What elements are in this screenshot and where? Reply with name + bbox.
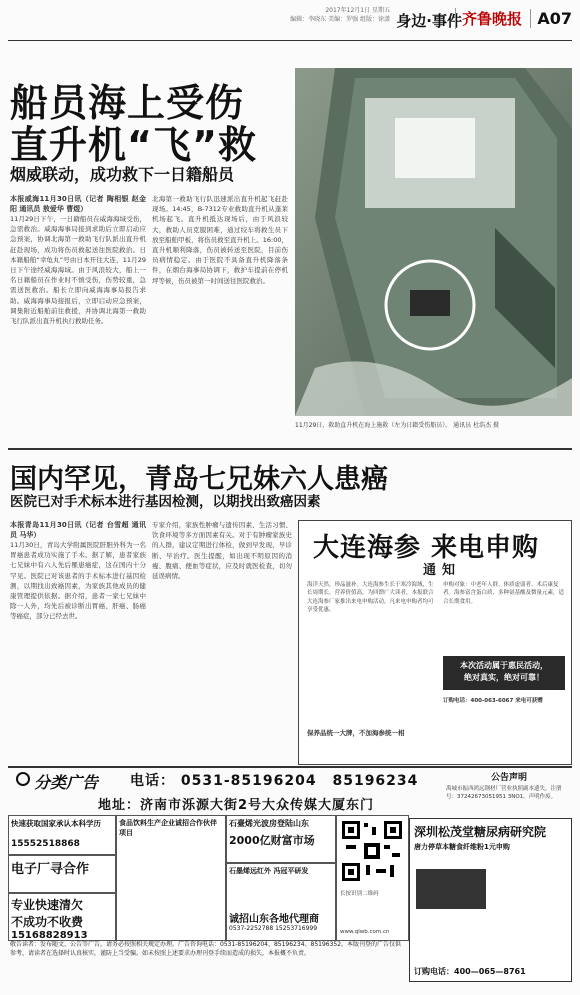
ad-body-right: 申购对象：中老年人群、体质虚弱者、术后康复者。海参富含蛋白质、多种氨基酸及微量元素，适合长期食用。 xyxy=(443,582,565,605)
story2-body-1: 11月30日，青岛大学附属医院肝胆外科为一名胃癌患者成功实施了手术。据了解，患者家族七兄妹中有六人先后罹患癌症，这在国内十分罕见。医院已对该患者的手术标本进行基因检测，以期找出致癌因素，为家族其他成员的健康管理提供依据。据介绍，患者一家七兄妹中除一人外，均先后被诊断出胃癌、肝癌、肠癌等癌症，部分已经去世。 xyxy=(10,541,146,621)
rescue-helicopter-photo xyxy=(295,68,572,416)
ad-body-left: 海洋天然，珍品滋补。大连海参生长于寒冷海域，生长周期长，营养价值高。为回馈广大读者，本报联合大连海参厂家推出来电申购活动，凡来电申购者均可享受优惠。 xyxy=(307,582,434,614)
ad-band-line2: 绝对真实，绝对可靠！ xyxy=(464,673,544,682)
classifieds-phone-label: 电话： xyxy=(130,773,175,789)
story1-body-1: 11月29日下午，一日籍船员在威海海域受伤，急需救治。威海海事局接到求助后立即启动应急预案，协调北海第一救助飞行队派出直升机赶赴现场，成功将伤员救起送往医院救治。日本籍船舶“幸龟丸”号由日本开往大连，11月29日下午途经威海海域。由于风浪较大，船上一名日籍船员在作业时不慎受伤，伤势较重，急需送医救治。船长立即向威海海事局报告求助。威海海事局接报后，立即启动应急预案，调集附近船舶前往救援，并协调北海第一救助飞行队派出直升机执行救助任务。 xyxy=(10,215,146,326)
classifieds-phones xyxy=(130,770,418,790)
editor-credits: 编辑：李晓东 美编：罗强 组版：徐潇 xyxy=(290,16,390,23)
notice-body: 禹城市振西鸿远钢材厂营业执照副本遗失，注册号：37242673051951 3NO1，声明作废。 xyxy=(446,786,562,800)
page-number: A07 xyxy=(530,9,572,28)
classifieds-phone-2: 85196234 xyxy=(332,773,419,789)
story1-column-2 xyxy=(152,194,288,444)
story1-photo-caption: 11月29日，救助直升机在海上施救（左为日籍受伤船员）。 通讯员 杜浩杰 摄 xyxy=(295,422,499,429)
story-divider xyxy=(8,448,572,450)
story2-column-1 xyxy=(10,520,146,760)
story1-photo xyxy=(295,68,572,416)
story1-subhead: 烟威联动，成功救下一日籍船员 xyxy=(10,165,235,184)
cell-5-sub: 2000亿财富市场 xyxy=(229,834,315,847)
cell-3-phone: 15168828913 xyxy=(11,930,88,941)
section-name: 身边·事件 xyxy=(396,12,462,30)
notice-title: 公告声明 xyxy=(490,773,527,783)
story2-subhead: 医院已对手术标本进行基因检测，以期找出致癌因素 xyxy=(10,494,321,510)
classifieds-brand: 分类广告 xyxy=(34,773,99,792)
ad-subtitle: 通知 xyxy=(423,563,462,578)
story1-column-1 xyxy=(10,194,146,444)
cell-6-title: 石墨烯远红外 冯冠平研发 xyxy=(229,867,309,875)
ad-cell-food xyxy=(116,815,226,941)
cell-1-phone: 15552518868 xyxy=(11,839,80,849)
cell-1-title: 快速获取国家承认本科学历 xyxy=(11,819,101,828)
ad-cell-electronics xyxy=(8,855,116,893)
ad-band-line1: 本次活动属于惠民活动， xyxy=(460,661,548,670)
masthead xyxy=(0,0,580,44)
classifieds-footer: 敬告读者：发布随文、公告等广告，请务必按照相关规定办理。广告咨询电话：0531-85196204、85196234、85196352。本版刊登的广告仅供参考，请读者在选择时认真核实，谨防上当受骗。如未按照上述要求办理刊登手续而造成的损失，本报概不负责。 xyxy=(10,941,402,957)
paper-logo: 齐鲁晚报 xyxy=(455,8,522,29)
cell-2-title: 电子厂寻合作 xyxy=(11,862,90,877)
classifieds-address: 地址：济南市泺源大街2号大众传媒大厦东门 xyxy=(98,798,375,813)
classifieds-header xyxy=(8,768,446,812)
qr-code-cell xyxy=(336,815,409,941)
story2-headline: 国内罕见，青岛七兄妹六人患癌 xyxy=(10,464,388,495)
sea-cucumber-ad xyxy=(298,520,572,765)
tcm-sub: 唐力停草本糖食纤维粉1元申购 xyxy=(414,843,510,851)
ad-title: 大连海参 来电申购 xyxy=(313,533,540,563)
story1-byline: 本报威海11月30日讯（记者 陶相银 赵金阳 通讯员 敖爱华 曹煜） xyxy=(10,195,146,213)
ad-cell-graphene-agent xyxy=(226,863,336,941)
classifieds-logo-icon xyxy=(16,772,30,786)
classifieds-phone-1: 0531-85196204 xyxy=(180,773,317,789)
qr-code-icon[interactable] xyxy=(340,819,404,883)
cell-6-phone: 0537-2252788 15253716999 xyxy=(229,925,318,932)
masthead-rule xyxy=(8,40,572,41)
cell-3-sub: 不成功不收费 xyxy=(11,915,84,929)
tcm-phone: 订购电话：400—065—8761 xyxy=(414,967,526,976)
cell-5-title: 石臺烯光波房登陆山东 xyxy=(229,819,309,828)
story1-headline-line1: 船员海上受伤 xyxy=(10,81,245,125)
cell-4-title: 食品饮料生产企业诚招合作伙伴项目 xyxy=(119,819,217,837)
ad-phone-line: 订购电话：400-063-6067 来电可获赠 xyxy=(443,698,543,704)
story1-headline-line2: 直升机“飞”救 xyxy=(10,123,257,167)
story2-column-2 xyxy=(152,520,292,760)
story2-body-2: 专家介绍，家族性肿瘤与遗传因素、生活习惯、饮食环境等多方面因素有关。对于有肿瘤家族史的人群，建议定期进行体检，做到早发现、早诊断、早治疗。医生提醒，如出现不明原因的消瘦、腹痛、便血等症状，应及时就医检查，切勿延误病情。 xyxy=(152,521,292,581)
ad-cell-graphene-house xyxy=(226,815,336,863)
cell-6-sub: 诚招山东各地代理商 xyxy=(229,914,319,925)
cell-3-title: 专业快速清欠 xyxy=(11,898,84,912)
masthead-meta xyxy=(290,6,390,24)
qr-caption: 长按识别二维码 xyxy=(340,891,379,897)
story2-byline: 本报青岛11月30日讯（记者 台雪超 通讯员 马华） xyxy=(10,521,146,539)
public-notice xyxy=(446,770,572,801)
story1-body-2: 北海第一救助飞行队迅速派出直升机起飞赶赴现场。14:45，B-7312专业救助直升机从蓬莱机场起飞。直升机抵达现场后，由于风浪较大，救助人员克服困难，通过绞车将救生员下放至船舶甲板，将伤员救至直升机上。16:00，直升机顺利降落，伤员被转送至医院，目前伤员病情稳定。由于医院不具备直升机降落条件，在烟台海事局协调下，救护车提前在停机坪等候，伤员被第一时间送往医院救治。 xyxy=(152,195,288,285)
website-url[interactable]: www.qlwb.com.cn xyxy=(340,928,390,935)
issue-date: 2017年12月1日 星期五 xyxy=(325,7,390,14)
ad-cell-debt xyxy=(8,893,116,941)
ad-cell-education xyxy=(8,815,116,855)
diabetes-research-ad xyxy=(409,818,572,982)
ad-note: 保养品统一大牌，不加海参统一相 xyxy=(307,729,405,737)
tcm-title: 深圳松茂堂糖尿病研究院 xyxy=(414,825,547,839)
product-box-image xyxy=(416,869,486,909)
ad-highlight-band xyxy=(443,656,565,690)
